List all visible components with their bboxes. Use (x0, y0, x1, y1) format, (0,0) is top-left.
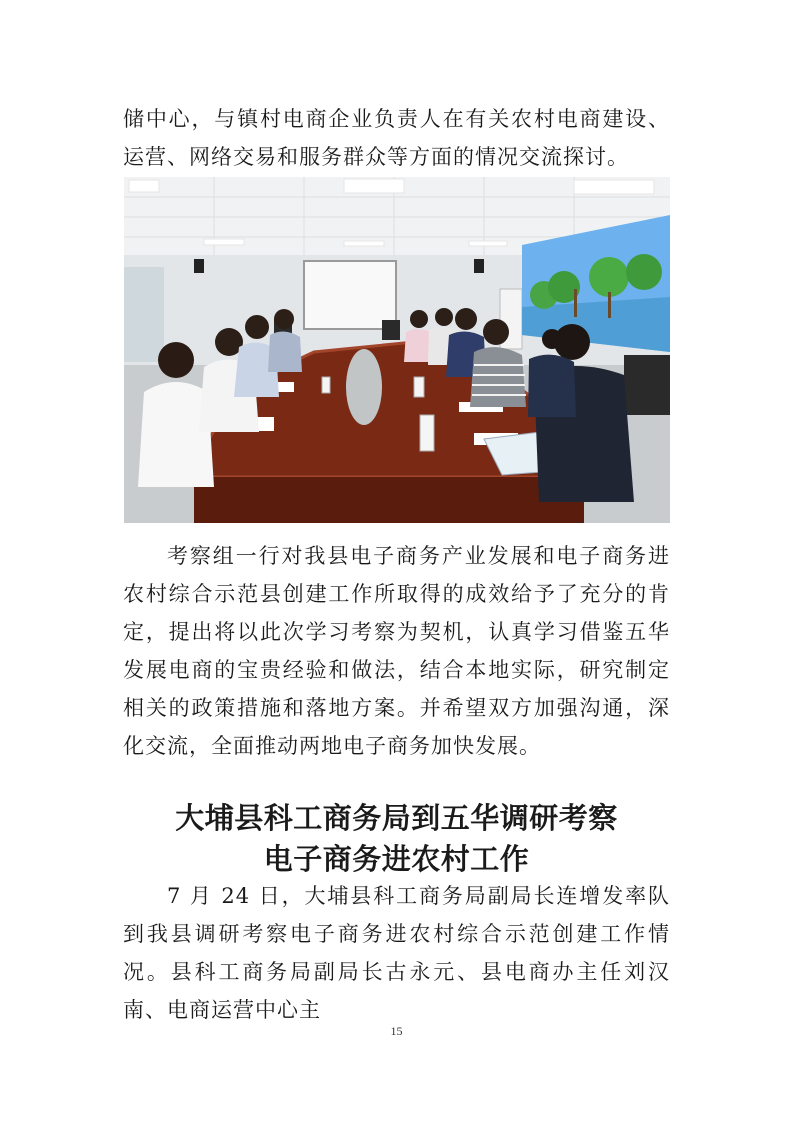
article-headline-line1: 大埔县科工商务局到五华调研考察 (175, 801, 618, 835)
paragraph-intro-tail: 储中心，与镇村电商企业负责人在有关农村电商建设、运营、网络交易和服务群众等方面的情况交流探讨。 (123, 107, 670, 169)
paragraph-affirmation: 考察组一行对我县电子商务产业发展和电子商务进农村综合示范县创建工作所取得的成效给予了充分的肯定，提出将以此次学习考察为契机，认真学习借鉴五华发展电商的宝贵经验和做法，结合本地实际，研究制定相关的政策措施和落地方案。并希望双方加强沟通，深化交流，全面推动两地电子商务加快发展。 (123, 544, 670, 758)
meeting-photo (124, 177, 670, 523)
meeting-room-illustration (124, 177, 670, 523)
article-headline-line2: 电子商务进农村工作 (263, 842, 530, 876)
page-number: 15 (390, 1024, 403, 1038)
paragraph-second-article-lead: 7 月 24 日，大埔县科工商务局副局长连增发率队到我县调研考察电子商务进农村综合示范创建工作情况。县科工商务局副局长古永元、县电商办主任刘汉南、电商运营中心主 (123, 884, 670, 1022)
